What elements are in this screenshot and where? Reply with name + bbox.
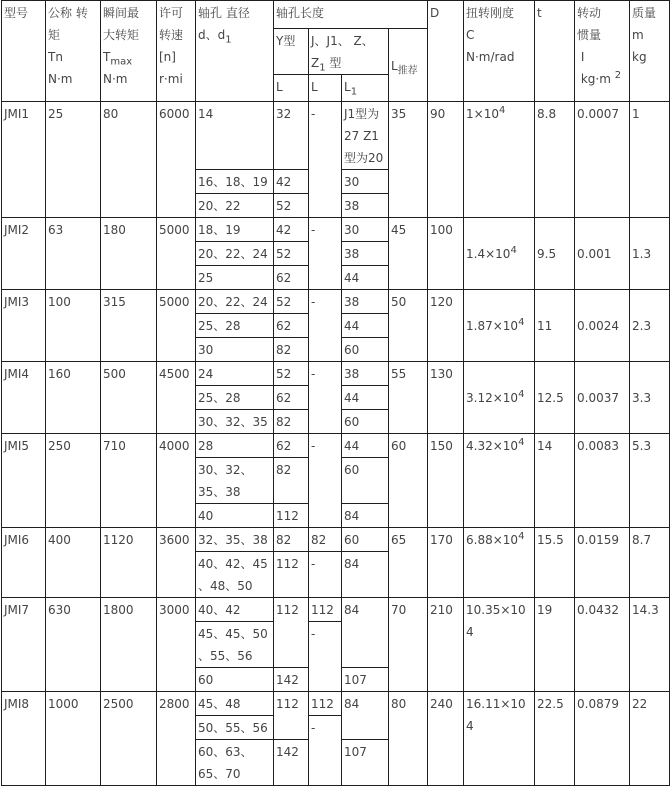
col-header-L-y: L (274, 75, 309, 102)
col-header-D: D (428, 1, 464, 102)
cell-stiffness: 10.35×10 4 (464, 598, 535, 692)
cell-bore: 30 (196, 338, 274, 362)
cell-D: 170 (428, 528, 464, 598)
col-header-L1: $L_1$ (342, 75, 389, 102)
cell-y-length: 112 (274, 504, 309, 528)
cell-y-length: 62 (274, 434, 309, 458)
cell-model: JMI7 (2, 598, 46, 692)
cell-bore: 50、55、56 (196, 716, 274, 740)
cell-D: 240 (428, 692, 464, 786)
cell-t: 12.5 (535, 362, 575, 434)
cell-nominal-torque: 63 (46, 218, 101, 290)
cell-bore: 40、42、45 、48、50 (196, 552, 274, 598)
cell-bore: 45、45、50 、55、56 (196, 622, 274, 668)
cell-t: 19 (535, 598, 575, 692)
cell-nominal-torque: 250 (46, 434, 101, 528)
col-header-t: t (535, 1, 575, 102)
cell-y-length: 82 (274, 338, 309, 362)
cell-bore: 25、28 (196, 386, 274, 410)
cell-y-length: 82 (274, 528, 309, 552)
cell-y-length: 52 (274, 362, 309, 386)
cell-model: JMI4 (2, 362, 46, 434)
cell-y-length: 142 (274, 668, 309, 692)
col-header-y-type: Y型 (274, 29, 309, 75)
cell-bore: 20、22 (196, 194, 274, 218)
coupling-spec-table (1, 0, 670, 786)
cell-bore: 24 (196, 362, 274, 386)
cell-max-torque: 80 (101, 102, 157, 218)
col-header-max-torque: 瞬间最 大转矩 $T_{max}$ N·m (101, 1, 157, 102)
cell-t: 14 (535, 434, 575, 528)
cell-y-length: 52 (274, 290, 309, 314)
cell-bore: 16、18、19 (196, 170, 274, 194)
col-header-mass: 质量 m kg (630, 1, 670, 102)
cell-model: JMI2 (2, 218, 46, 290)
cell-speed: 3000 (157, 598, 196, 692)
cell-l1: 60 (342, 410, 389, 434)
cell-bore: 25 (196, 266, 274, 290)
cell-l-recommended: 65 (389, 528, 428, 598)
cell-nominal-torque: 160 (46, 362, 101, 434)
cell-nominal-torque: 25 (46, 102, 101, 218)
col-header-stiffness: 扭转刚度 C N·m/rad (464, 1, 535, 102)
cell-y-length: 112 (274, 598, 309, 668)
cell-model: JMI8 (2, 692, 46, 786)
cell-l1: 44 (342, 434, 389, 458)
table-row-jmi6 (2, 528, 670, 552)
col-header-inertia: 转动 惯量 I kg·m $^2$ (575, 1, 630, 102)
cell-stiffness: $1.4\times 10^4$ (464, 218, 535, 290)
cell-j-length: 112 (309, 692, 342, 716)
cell-bore: 25、28 (196, 314, 274, 338)
cell-j-length: 82 (309, 528, 342, 552)
cell-t: 22.5 (535, 692, 575, 786)
col-header-model: 型号 (2, 1, 46, 102)
cell-y-length: 112 (274, 692, 309, 740)
cell-j-length: - (309, 434, 342, 528)
table-row-jmi5 (2, 434, 670, 458)
table-row-jmi7 (2, 598, 670, 622)
cell-stiffness: 16.11×10 4 (464, 692, 535, 786)
cell-bore: 40、42 (196, 598, 274, 622)
cell-l1: 38 (342, 242, 389, 266)
cell-l1: 38 (342, 194, 389, 218)
cell-y-length: 62 (274, 386, 309, 410)
cell-l-recommended: 55 (389, 362, 428, 434)
header-row-1 (2, 1, 670, 29)
cell-l1: 84 (342, 598, 389, 668)
cell-l1: 107 (342, 740, 389, 786)
cell-inertia: 0.0159 (575, 528, 630, 598)
cell-max-torque: 1800 (101, 598, 157, 692)
cell-j-length: - (309, 622, 342, 692)
cell-l1: 44 (342, 266, 389, 290)
cell-nominal-torque: 400 (46, 528, 101, 598)
cell-l-recommended: 80 (389, 692, 428, 786)
cell-y-length: 82 (274, 410, 309, 434)
col-header-speed: 许可 转速 [n] r·mi (157, 1, 196, 102)
cell-l1: 44 (342, 386, 389, 410)
cell-mass: 2.3 (630, 290, 670, 362)
cell-bore: 40 (196, 504, 274, 528)
col-header-bore-diameter: 轴孔 直径 d、$d_1$ (196, 1, 274, 102)
cell-bore: 20、22、24 (196, 290, 274, 314)
cell-stiffness: $4.32\times 10^4$ (464, 434, 535, 528)
cell-t: 15.5 (535, 528, 575, 598)
cell-D: 100 (428, 218, 464, 290)
cell-model: JMI6 (2, 528, 46, 598)
cell-l-recommended: 70 (389, 598, 428, 692)
table-row-jmi8 (2, 692, 670, 716)
cell-mass: 1.3 (630, 218, 670, 290)
cell-speed: 4000 (157, 434, 196, 528)
cell-nominal-torque: 100 (46, 290, 101, 362)
cell-j-length: - (309, 102, 342, 218)
cell-mass: 3.3 (630, 362, 670, 434)
cell-inertia: 0.0879 (575, 692, 630, 786)
cell-inertia: 0.001 (575, 218, 630, 290)
cell-D: 130 (428, 362, 464, 434)
cell-j-length: - (309, 290, 342, 362)
cell-stiffness: $1\times 10^4$ (464, 102, 535, 218)
cell-j-length: - (309, 218, 342, 290)
cell-bore: 18、19 (196, 218, 274, 242)
cell-y-length: 52 (274, 242, 309, 266)
cell-l-recommended: 35 (389, 102, 428, 218)
cell-t: 8.8 (535, 102, 575, 218)
cell-nominal-torque: 1000 (46, 692, 101, 786)
cell-speed: 2800 (157, 692, 196, 786)
cell-l-recommended: 50 (389, 290, 428, 362)
cell-y-length: 32 (274, 102, 309, 170)
cell-l1: 107 (342, 668, 389, 692)
table-row-jmi4 (2, 362, 670, 386)
cell-bore: 20、22、24 (196, 242, 274, 266)
cell-bore: 30、32、35 (196, 410, 274, 434)
cell-mass: 14.3 (630, 598, 670, 692)
cell-y-length: 52 (274, 194, 309, 218)
cell-bore: 32、35、38 (196, 528, 274, 552)
cell-max-torque: 710 (101, 434, 157, 528)
cell-l1: 38 (342, 362, 389, 386)
cell-stiffness: $6.88\times 10^4$ (464, 528, 535, 598)
cell-bore: 14 (196, 102, 274, 170)
cell-max-torque: 2500 (101, 692, 157, 786)
cell-bore: 45、48 (196, 692, 274, 716)
cell-D: 90 (428, 102, 464, 218)
cell-stiffness: $1.87\times 10^4$ (464, 290, 535, 362)
cell-y-length: 62 (274, 314, 309, 338)
cell-y-length: 112 (274, 552, 309, 598)
cell-speed: 5000 (157, 290, 196, 362)
cell-l-recommended: 60 (389, 434, 428, 528)
cell-l1: 60 (342, 338, 389, 362)
col-header-j-z-type: J、J1、 Z、 $Z_1$ 型 (309, 29, 389, 75)
cell-bore: 60 (196, 668, 274, 692)
cell-l1: 84 (342, 692, 389, 740)
col-header-nominal-torque: 公称 转 矩 Tn N·m (46, 1, 101, 102)
cell-model: JMI5 (2, 434, 46, 528)
cell-l1: 30 (342, 218, 389, 242)
cell-stiffness: $3.12\times 10^4$ (464, 362, 535, 434)
cell-bore: 28 (196, 434, 274, 458)
cell-D: 150 (428, 434, 464, 528)
cell-l1: 84 (342, 552, 389, 598)
cell-l1: 60 (342, 458, 389, 504)
cell-l1: 60 (342, 528, 389, 552)
cell-j-length: - (309, 362, 342, 434)
cell-l1: 38 (342, 290, 389, 314)
cell-max-torque: 500 (101, 362, 157, 434)
cell-inertia: 0.0024 (575, 290, 630, 362)
cell-l-recommended: 45 (389, 218, 428, 290)
cell-model: JMI1 (2, 102, 46, 218)
cell-bore: 60、63、 65、70 (196, 740, 274, 786)
cell-mass: 1 (630, 102, 670, 218)
cell-max-torque: 180 (101, 218, 157, 290)
cell-max-torque: 315 (101, 290, 157, 362)
cell-y-length: 42 (274, 170, 309, 194)
cell-y-length: 42 (274, 218, 309, 242)
cell-l1: J1型为 27 Z1 型为20 (342, 102, 389, 170)
cell-j-length: - (309, 552, 342, 598)
cell-model: JMI3 (2, 290, 46, 362)
cell-inertia: 0.0037 (575, 362, 630, 434)
cell-l1: 30 (342, 170, 389, 194)
cell-mass: 5.3 (630, 434, 670, 528)
table-row-jmi3 (2, 290, 670, 314)
cell-mass: 22 (630, 692, 670, 786)
cell-j-length: 112 (309, 598, 342, 622)
cell-max-torque: 1120 (101, 528, 157, 598)
cell-speed: 4500 (157, 362, 196, 434)
cell-inertia: 0.0007 (575, 102, 630, 218)
cell-t: 11 (535, 290, 575, 362)
col-header-l-recommended: $L_{推荐}$ (389, 29, 428, 102)
cell-speed: 5000 (157, 218, 196, 290)
table-row-jmi1 (2, 102, 670, 170)
table-row-jmi2 (2, 218, 670, 242)
cell-speed: 6000 (157, 102, 196, 218)
col-header-L-j: L (309, 75, 342, 102)
cell-D: 120 (428, 290, 464, 362)
col-header-bore-length: 轴孔长度 (274, 1, 428, 29)
cell-inertia: 0.0432 (575, 598, 630, 692)
cell-y-length: 142 (274, 740, 309, 786)
cell-y-length: 82 (274, 458, 309, 504)
cell-l1: 44 (342, 314, 389, 338)
cell-nominal-torque: 630 (46, 598, 101, 692)
cell-bore: 30、32、 35、38 (196, 458, 274, 504)
cell-y-length: 62 (274, 266, 309, 290)
cell-j-length: - (309, 716, 342, 786)
cell-speed: 3600 (157, 528, 196, 598)
cell-mass: 8.7 (630, 528, 670, 598)
cell-t: 9.5 (535, 218, 575, 290)
cell-l1: 84 (342, 504, 389, 528)
cell-inertia: 0.0083 (575, 434, 630, 528)
cell-D: 210 (428, 598, 464, 692)
